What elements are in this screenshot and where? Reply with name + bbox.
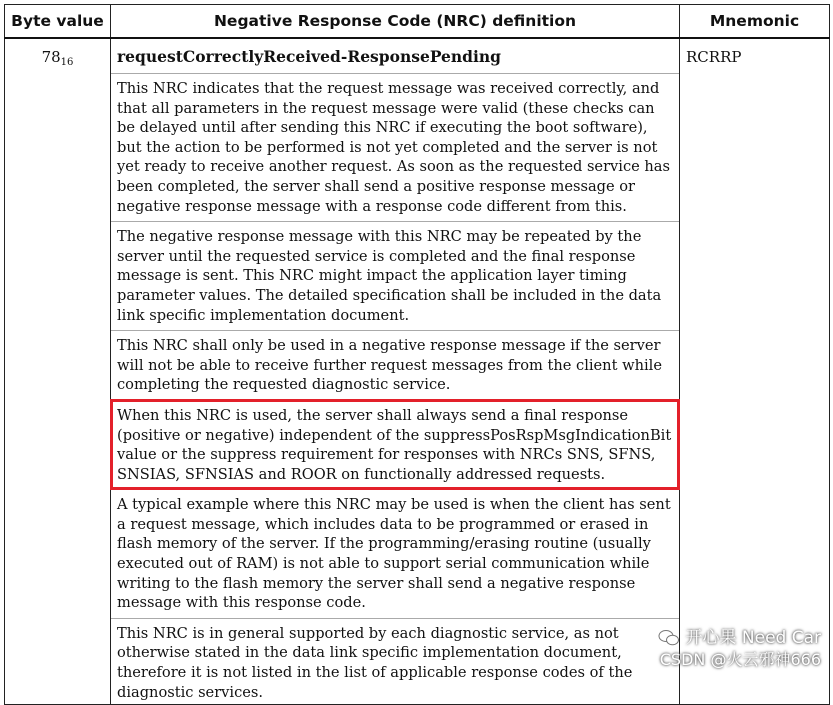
nrc-table bbox=[4, 4, 830, 705]
header-byte-value: Byte value bbox=[5, 5, 111, 39]
highlighted-paragraph: When this NRC is used, the server shall always send a final response (positive or negative) independent of the suppressPosRspMsgIndicationBit value or the suppress requirement for responses with NRCs SNS, SFNS, SNSIAS, SFNSIAS and ROOR on functionally addressed requests. bbox=[111, 400, 679, 489]
paragraph-1: This NRC indicates that the request message was received correctly, and that all parameters in the request message were valid (these checks can be delayed until after sending this NRC if executing the boot software), but the action to be performed is not yet completed and the server is not yet ready to receive another request. As soon as the requested service has been completed, the server shall send a positive response message or negative response message with a response code different from this. bbox=[111, 73, 679, 221]
paragraph-5: A typical example where this NRC may be used is when the client has sent a request message, which includes data to be programmed or erased in flash memory of the server. If the programming/erasing routine (usually executed out of RAM) is not able to support serial communication while writing to the flash memory the server shall send a negative response message with this response code. bbox=[111, 489, 679, 618]
byte-value-cell bbox=[5, 38, 111, 705]
watermark-line2: CSDN @火云邪神666 bbox=[659, 650, 821, 669]
header-mnemonic: Mnemonic bbox=[680, 5, 830, 39]
wechat-icon bbox=[658, 629, 680, 647]
header-nrc-definition: Negative Response Code (NRC) definition bbox=[111, 5, 680, 39]
table-row bbox=[5, 38, 830, 705]
nrc-name: requestCorrectlyReceived-ResponsePending bbox=[117, 47, 502, 66]
definition-cell bbox=[111, 38, 680, 705]
mnemonic-value: RCRRP bbox=[686, 48, 742, 66]
byte-value: 78 bbox=[41, 48, 61, 66]
byte-subscript: 16 bbox=[60, 57, 74, 68]
paragraph-3: This NRC shall only be used in a negative response message if the server will not be able to receive further request messages from the client while completing the requested diagnostic service. bbox=[111, 330, 679, 400]
watermark bbox=[658, 627, 821, 671]
paragraph-6: This NRC is in general supported by each diagnostic service, as not otherwise stated in the data link specific implementation document, therefore it is not listed in the list of applicable response codes of the diagnostic services. bbox=[111, 618, 679, 704]
paragraph-2: The negative response message with this NRC may be repeated by the server until the requested service is completed and the final response message is sent. This NRC might impact the application layer timing parameter values. The detailed specification shall be included in the data link specific implementation document. bbox=[111, 221, 679, 330]
header-row bbox=[5, 5, 830, 39]
watermark-line1: 开心果 Need Car bbox=[685, 628, 821, 648]
mnemonic-cell bbox=[680, 38, 830, 705]
